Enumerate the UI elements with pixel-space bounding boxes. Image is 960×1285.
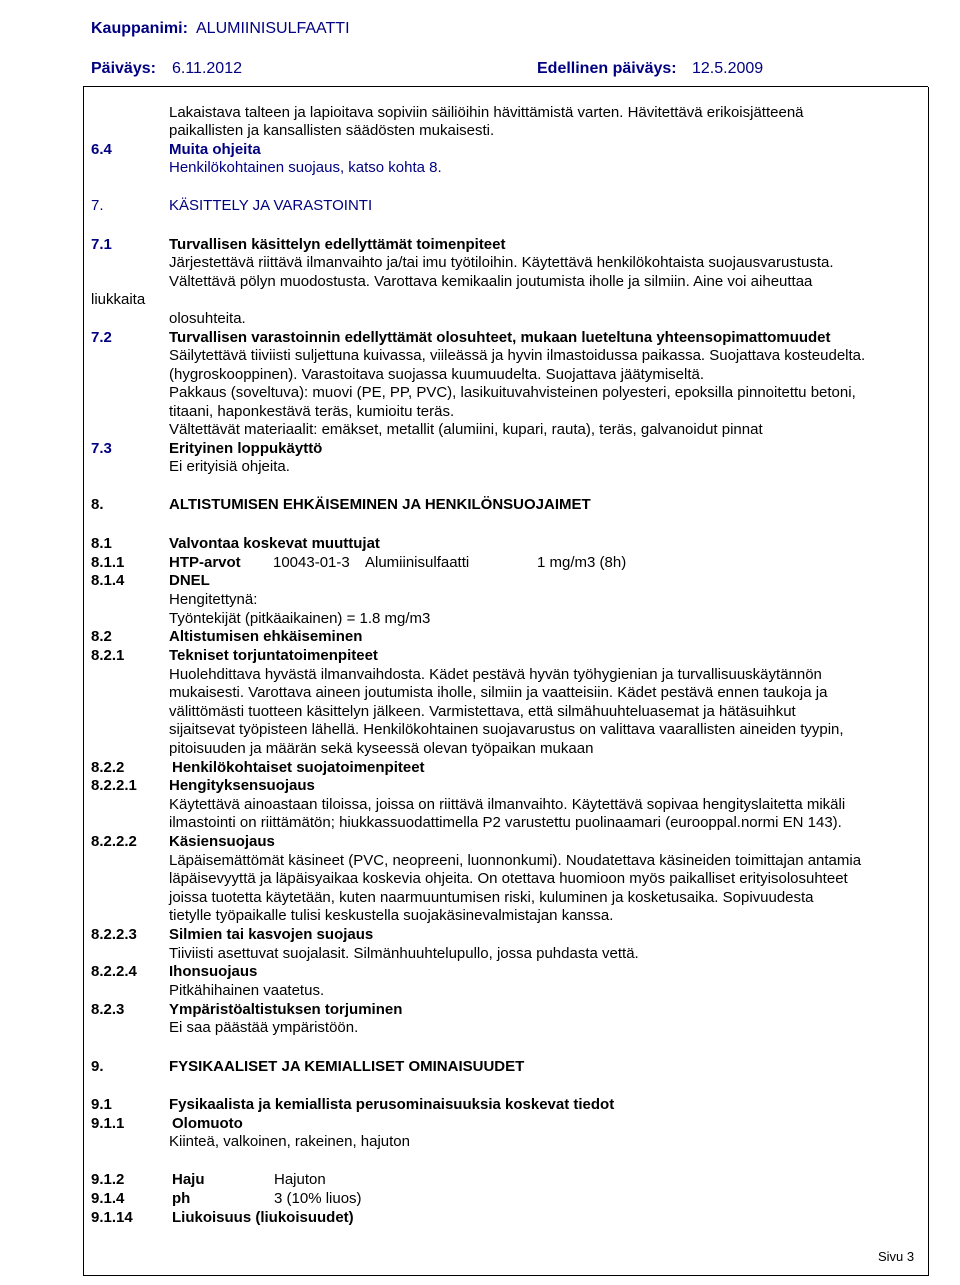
s7-1-text-2: Vältettävä pölyn muodostusta. Varottava kemikaalin joutumista iholle ja silmiin. Aine voi aiheuttaa — [169, 273, 813, 290]
s9-1-2-value: Hajuton — [274, 1171, 326, 1188]
s8-number: 8. — [91, 496, 104, 513]
s7-2-text-2: (hygroskooppinen). Varastoitava suojassa kuumuudelta. Suojattava jäätymiseltä. — [169, 366, 705, 383]
s9-1-1-heading: Olomuoto — [172, 1115, 243, 1132]
s9-1-14-number: 9.1.14 — [91, 1209, 133, 1226]
s7-2-text-4: titaani, haponkestävä teräs, kumioitu teräs. — [169, 403, 455, 420]
s7-1-text-3: liukkaita — [91, 291, 146, 308]
s8-1-4-text-2: Työntekijät (pitkäaikainen) = 1.8 mg/m3 — [169, 610, 431, 627]
s7-title: KÄSITTELY JA VARASTOINTI — [169, 197, 373, 214]
page-number: Sivu 3 — [878, 1249, 915, 1264]
s8-2-3-heading: Ympäristöaltistuksen torjuminen — [169, 1001, 403, 1018]
s8-2-1-text-3: välittömästi tuotteen käsittelyn jälkeen. Varmistettava, että silmähuuhteluasemat ja hätäsuihkut — [169, 703, 796, 720]
s8-2-2-3-text: Tiiviisti asettuvat suojalasit. Silmänhuuhtelupullo, jossa puhdasta vettä. — [169, 945, 639, 962]
s8-2-2-1-text-2: ilmastointi on riittämätön; hiukkassuodattimella P2 varustettu puolinaamari (eurooppal.normi EN 143). — [169, 814, 842, 831]
htp-substance: Alumiinisulfaatti — [365, 554, 470, 571]
s7-1-text-1: Järjestettävä riittävä ilmanvaihto ja/tai imu työtiloihin. Käytettävä henkilökohtaista suojausvarustusta. — [169, 254, 834, 271]
s8-2-2-2-text-4: tietylle työpaikalle tulisi keskustella suojakäsinevalmistajan kanssa. — [169, 907, 614, 924]
htp-limit-value: 1 mg/m3 (8h) — [537, 554, 627, 571]
s8-2-2-2-text-2: läpäisevyyttä ja läpäisyaikaa koskevia ohjeita. On otettava huomioon myös paikalliset erityisolosuhteet — [169, 870, 848, 887]
s6-text-line-1: Lakaistava talteen ja lapioitava sopiviin säiliöihin hävittämistä varten. Hävitettävä erikoisjätteenä — [169, 104, 804, 121]
s9-1-4-number: 9.1.4 — [91, 1190, 125, 1207]
s9-1-4-value: 3 (10% liuos) — [274, 1190, 362, 1207]
s7-3-heading: Erityinen loppukäyttö — [169, 440, 323, 457]
s8-2-2-heading: Henkilökohtaiset suojatoimenpiteet — [172, 759, 425, 776]
s8-1-number: 8.1 — [91, 535, 112, 552]
s8-2-2-4-heading: Ihonsuojaus — [169, 963, 258, 980]
s7-1-text-4: olosuhteita. — [169, 310, 246, 327]
s8-2-2-2-text-1: Läpäisemättömät käsineet (PVC, neopreeni, luonnonkumi). Noudatettava käsineiden toimittajan antamia — [169, 852, 862, 869]
s8-2-2-3-heading: Silmien tai kasvojen suojaus — [169, 926, 374, 943]
s8-2-1-text-2: mukaisesti. Varottava aineen joutumista iholle, silmiin ja vaatteisiin. Kädet pestävä ennen taukoja ja — [169, 684, 828, 701]
s8-2-1-text-4: sijaitsevat työpisteen lähellä. Henkilökohtainen suojavarustus on valittava vaarallisten aineiden tyypin, — [169, 721, 844, 738]
s9-number: 9. — [91, 1058, 104, 1075]
previous-date-value: 12.5.2009 — [692, 60, 764, 77]
trade-name-value: ALUMIINISULFAATTI — [196, 20, 350, 37]
s7-2-text-5: Vältettävät materiaalit: emäkset, metallit (alumiini, kupari, rauta), teräs, galvanoidut pinnat — [169, 421, 763, 438]
s9-1-2-number: 9.1.2 — [91, 1171, 125, 1188]
s8-2-2-4-number: 8.2.2.4 — [91, 963, 137, 980]
s8-2-1-heading: Tekniset torjuntatoimenpiteet — [169, 647, 378, 664]
s9-title: FYSIKAALISET JA KEMIALLISET OMINAISUUDET — [169, 1058, 525, 1075]
s7-2-text-3: Pakkaus (soveltuva): muovi (PE, PP, PVC), lasikuituvahvisteinen polyesteri, epoksilla pinnoitettu betoni, — [169, 384, 856, 401]
s8-2-2-3-number: 8.2.2.3 — [91, 926, 137, 943]
s6-4-number: 6.4 — [91, 141, 112, 158]
s7-number: 7. — [91, 197, 104, 214]
s8-2-heading: Altistumisen ehkäiseminen — [169, 628, 363, 645]
s8-2-2-4-text: Pitkähihainen vaatetus. — [169, 982, 325, 999]
s8-1-1-heading: HTP-arvot — [169, 554, 241, 571]
htp-cas-number: 10043-01-3 — [273, 554, 350, 571]
s9-1-2-heading: Haju — [172, 1171, 205, 1188]
s8-2-2-number: 8.2.2 — [91, 759, 125, 776]
previous-date-label: Edellinen päiväys: — [537, 60, 677, 77]
s6-text-line-2: paikallisten ja kansallisten säädösten mukaisesti. — [169, 122, 495, 139]
s8-1-heading: Valvontaa koskevat muuttujat — [169, 535, 380, 552]
s8-1-4-number: 8.1.4 — [91, 572, 125, 589]
s7-1-number: 7.1 — [91, 236, 112, 253]
s8-2-2-2-number: 8.2.2.2 — [91, 833, 137, 850]
s8-2-2-1-text-1: Käytettävä ainoastaan tiloissa, joissa on riittävä ilmanvaihto. Käytettävä sopivaa hengityslaitetta mikäli — [169, 796, 846, 813]
s7-2-text-1: Säilytettävä tiiviisti suljettuna kuivassa, viileässä ja hyvin ilmastoidussa paikassa. Suojattava kosteudelta. — [169, 347, 866, 364]
date-label: Päiväys: — [91, 60, 156, 77]
s8-2-3-number: 8.2.3 — [91, 1001, 125, 1018]
s8-1-4-heading: DNEL — [169, 572, 210, 589]
s8-2-3-text: Ei saa päästää ympäristöön. — [169, 1019, 359, 1036]
s9-1-14-heading: Liukoisuus (liukoisuudet) — [172, 1209, 354, 1226]
s9-1-1-text: Kiinteä, valkoinen, rakeinen, hajuton — [169, 1133, 410, 1150]
s7-3-number: 7.3 — [91, 440, 112, 457]
s6-4-text: Henkilökohtainen suojaus, katso kohta 8. — [169, 159, 442, 176]
s9-1-1-number: 9.1.1 — [91, 1115, 125, 1132]
s9-1-4-heading: ph — [172, 1190, 191, 1207]
s8-2-1-text-1: Huolehdittava hyvästä ilmanvaihdosta. Kädet pestävä hyvän työhygienian ja turvallisuuskäytännön — [169, 666, 822, 683]
s8-2-2-2-text-3: joissa tuotetta käytetään, kuten naarmuuntumisen riski, kuluminen ja kosketusaika. Sopivuudesta — [169, 889, 814, 906]
s9-1-number: 9.1 — [91, 1096, 112, 1113]
s8-title: ALTISTUMISEN EHKÄISEMINEN JA HENKILÖNSUOJAIMET — [169, 496, 591, 513]
s8-2-2-2-heading: Käsiensuojaus — [169, 833, 275, 850]
s8-1-4-text-1: Hengitettynä: — [169, 591, 258, 608]
s9-1-heading: Fysikaalista ja kemiallista perusominaisuuksia koskevat tiedot — [169, 1096, 615, 1113]
trade-name-label: Kauppanimi: — [91, 20, 188, 37]
s8-2-1-number: 8.2.1 — [91, 647, 125, 664]
date-value: 6.11.2012 — [172, 60, 242, 77]
s8-2-2-1-heading: Hengityksensuojaus — [169, 777, 315, 794]
s8-2-1-text-5: pitoisuuden ja määrän sekä kyseessä olevan työpaikan mukaan — [169, 740, 594, 757]
s8-2-2-1-number: 8.2.2.1 — [91, 777, 137, 794]
s7-2-number: 7.2 — [91, 329, 112, 346]
s8-2-number: 8.2 — [91, 628, 112, 645]
s6-4-heading: Muita ohjeita — [169, 141, 261, 158]
s7-2-heading: Turvallisen varastoinnin edellyttämät olosuhteet, mukaan lueteltuna yhteensopimattomuudet — [169, 329, 831, 346]
s8-1-1-number: 8.1.1 — [91, 554, 125, 571]
s7-1-heading: Turvallisen käsittelyn edellyttämät toimenpiteet — [169, 236, 506, 253]
s7-3-text: Ei erityisiä ohjeita. — [169, 458, 290, 475]
